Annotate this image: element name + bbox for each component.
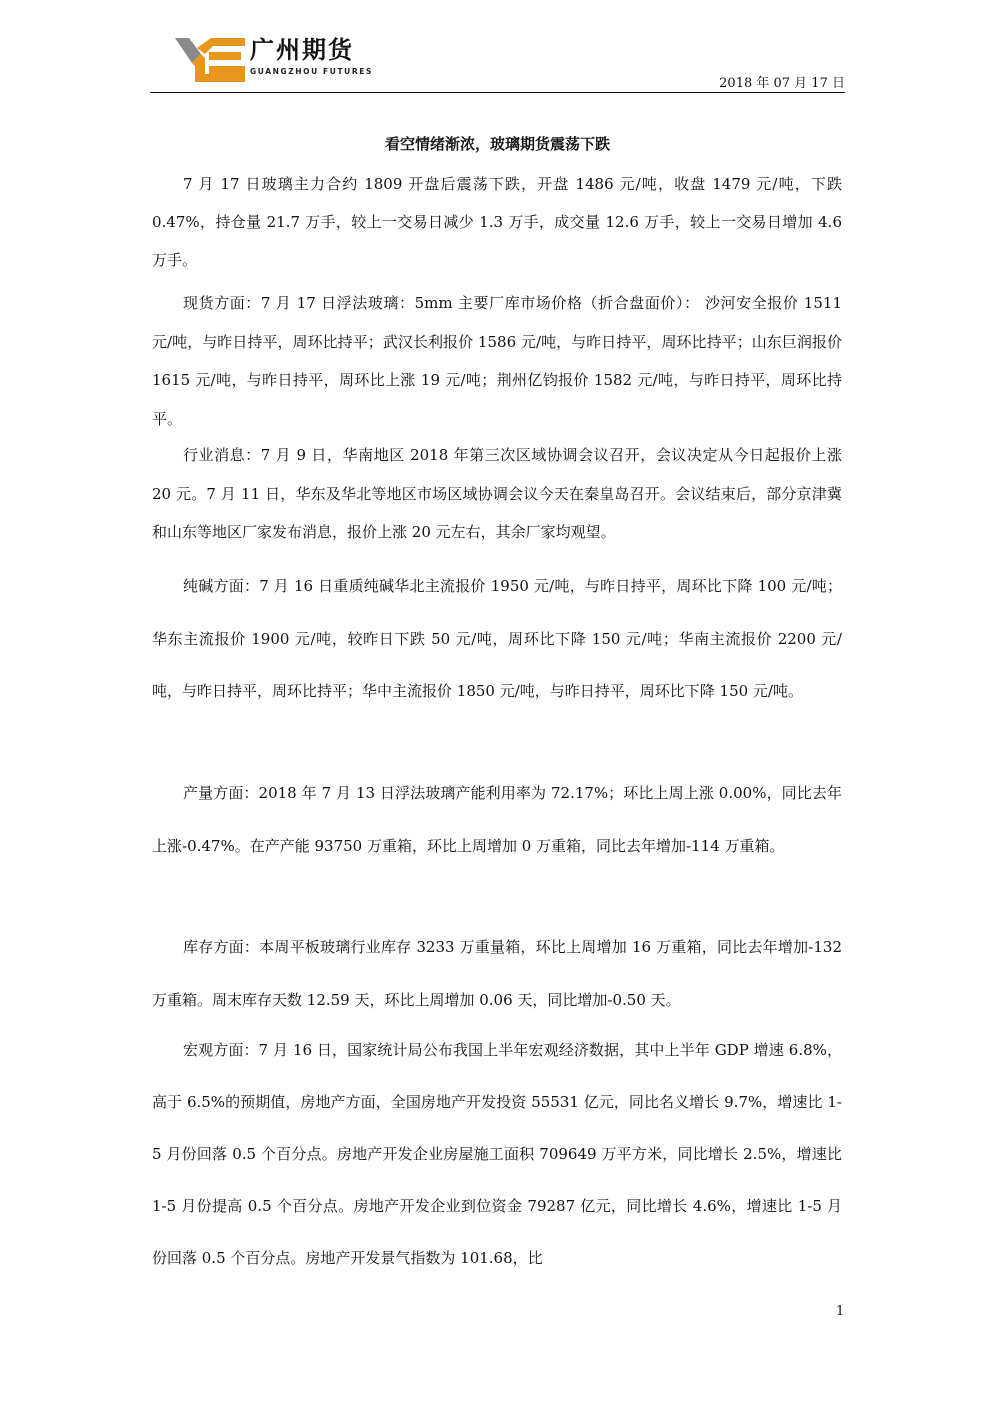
- report-date: 2018 年 07 月 17 日: [719, 76, 845, 91]
- paragraph-soda-ash: 纯碱方面：7 月 16 日重质纯碱华北主流报价 1950 元/吨，与昨日持平，周环比下降 100 元/吨；华东主流报价 1900 元/吨，较昨日下跌 50 元/吨，周环比下降 150 元/吨；华南主流报价 2200 元/吨，与昨日持平，周环比持平；华中主流报价 1850 元/吨，与昨日持平，周环比下降 150 元/吨。: [152, 577, 842, 700]
- paragraph-spot-prices: 现货方面：7 月 17 日浮法玻璃：5mm 主要厂库市场价格（折合盘面价）： 沙河安全报价 1511 元/吨，与昨日持平，周环比持平；武汉长利报价 1586 元/吨，与昨日持平，周环比持平；山东巨润报价 1615 元/吨，与昨日持平，周环比上涨 19 元/吨；荆州亿钧报价 1582 元/吨，与昨日持平，周环比持平。: [152, 294, 842, 428]
- brand-name-en: GUANGZHOU FUTURES: [250, 67, 373, 76]
- brand-name-cn: 广州期货: [250, 36, 354, 64]
- paragraph-macro: 宏观方面：7 月 16 日，国家统计局公布我国上半年宏观经济数据，其中上半年 GDP 增速 6.8%，高于 6.5%的预期值，房地产方面，全国房地产开发投资 55531 亿元，同比名义增长 9.7%，增速比 1-5 月份回落 0.5 个百分点。房地产开发企业房屋施工面积 709649 万平方米，同比增长 2.5%，增速比 1-5 月份提高 0.5 个百分点。房地产开发企业到位资金 79287 亿元，同比增长 4.6%，增速比 1-5 月份回落 0.5 个百分点。房地产开发景气指数为 101.68，比: [152, 1041, 842, 1267]
- document-title: 看空情绪渐浓，玻璃期货震荡下跌: [384, 135, 610, 153]
- paragraph-production: 产量方面：2018 年 7 月 13 日浮法玻璃产能利用率为 72.17%；环比上周上涨 0.00%，同比去年上涨-0.47%。在产产能 93750 万重箱，环比上周增加 0 万重箱，同比去年增加-114 万重箱。: [152, 784, 842, 855]
- paragraph-industry-news: 行业消息：7 月 9 日，华南地区 2018 年第三次区域协调会议召开，会议决定从今日起报价上涨 20 元。7 月 11 日，华东及华北等地区市场区域协调会议今天在秦皇岛召开。会议结束后，部分京津冀和山东等地区厂家发布消息，报价上涨 20 元左右，其余厂家均观望。: [152, 446, 842, 541]
- paragraph-market-summary: 7 月 17 日玻璃主力合约 1809 开盘后震荡下跌，开盘 1486 元/吨，收盘 1479 元/吨，下跌 0.47%，持仓量 21.7 万手，较上一交易日减少 1.3 万手，成交量 12.6 万手，较上一交易日增加 4.6 万手。: [152, 175, 842, 269]
- guangzhou-futures-logo-icon: [175, 38, 245, 82]
- brand-block: [250, 36, 373, 76]
- page-header: [150, 30, 845, 96]
- header-divider: [150, 92, 845, 93]
- page-number: 1: [836, 1304, 845, 1319]
- paragraph-inventory: 库存方面：本周平板玻璃行业库存 3233 万重量箱，环比上周增加 16 万重箱，同比去年增加-132 万重箱。周末库存天数 12.59 天，环比上周增加 0.06 天，同比增加-0.50 天。: [152, 938, 842, 1009]
